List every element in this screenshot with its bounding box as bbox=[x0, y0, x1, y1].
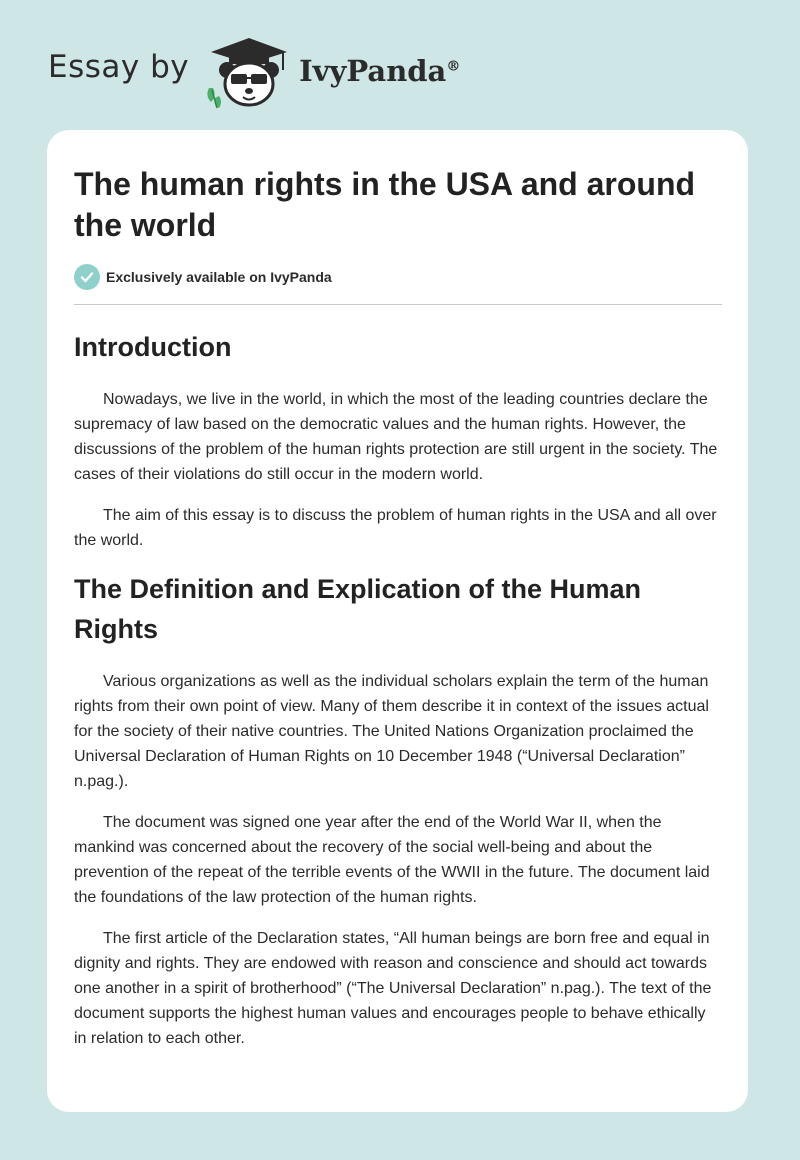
paragraph: The first article of the Declaration states, “All human beings are born free and equal in dignity and rights. They are endowed with reason and conscience and should act towards one another in a spirit of brotherhood” (“The Universal Declaration” n.pag.). The text of the document supports the highest human values and encourages people to behave ethically in relation to each other. bbox=[74, 930, 712, 1047]
paragraph: Nowadays, we live in the world, in which the most of the leading countries declare the supremacy of law based on the democratic values and the human rights. However, the discussions of the problem of the human rights protection are still urgent in the society. The cases of their violations do still occur in the modern world. bbox=[74, 391, 718, 483]
page-title: The human rights in the USA and around the world bbox=[74, 166, 696, 243]
section-heading: The Definition and Explication of the Human Rights bbox=[74, 574, 642, 644]
exclusive-badge-text: Exclusively available on IvyPanda bbox=[106, 269, 332, 285]
section-introduction bbox=[74, 327, 722, 553]
registered-mark: ® bbox=[446, 58, 461, 75]
section-definition bbox=[74, 569, 722, 1051]
divider bbox=[74, 304, 722, 305]
brand-name[interactable]: IvyPanda® bbox=[299, 54, 461, 88]
paragraph: The document was signed one year after the end of the World War II, when the mankind was concerned about the recovery of the social well-being and about the prevention of the repeat of the terrible events of the WWII in the future. The document laid the foundations of the law protection of the human rights. bbox=[74, 814, 710, 906]
article-card bbox=[47, 130, 748, 1112]
paragraph: The aim of this essay is to discuss the problem of human rights in the USA and all over the world. bbox=[74, 507, 717, 549]
paragraph: Various organizations as well as the individual scholars explain the term of the human rights from their own point of view. Many of them describe it in context of the issues actual for the society of their native countries. The United Nations Organization proclaimed the Universal Declaration of Human Rights on 10 December 1948 (“Universal Declaration” n.pag.). bbox=[74, 673, 709, 790]
panda-graduate-icon[interactable] bbox=[203, 30, 295, 110]
section-heading: Introduction bbox=[74, 332, 232, 362]
essay-by-label: Essay by bbox=[48, 49, 190, 85]
site-header bbox=[48, 30, 460, 110]
check-circle-icon bbox=[74, 264, 100, 290]
exclusive-badge bbox=[74, 264, 722, 290]
